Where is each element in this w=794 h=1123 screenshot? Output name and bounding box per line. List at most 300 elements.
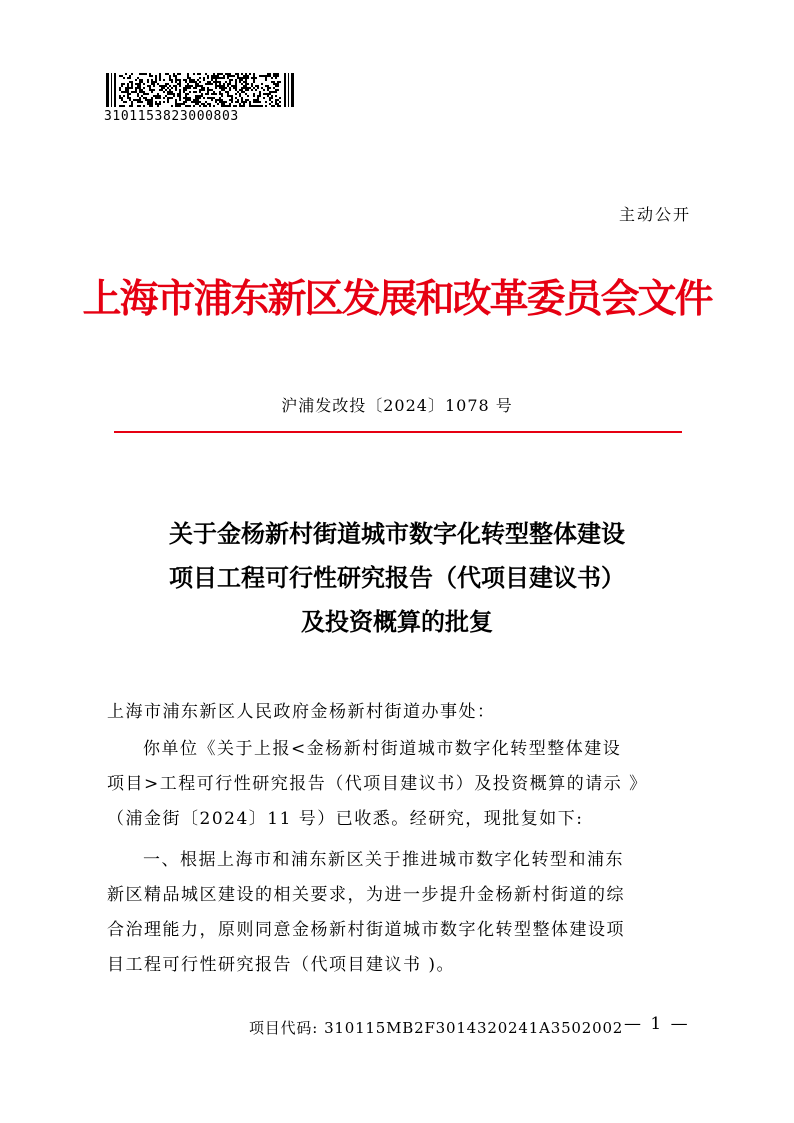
barcode-bar	[291, 73, 294, 107]
barcode-cell	[257, 99, 259, 101]
barcode-cell	[187, 93, 189, 95]
barcode-cell	[243, 105, 245, 107]
barcode-cell	[157, 103, 159, 105]
barcode-cell	[129, 75, 131, 77]
barcode-cell	[193, 91, 195, 93]
barcode-cell	[213, 81, 215, 83]
barcode-cell	[271, 101, 273, 103]
barcode-cell	[139, 99, 141, 101]
barcode-cell	[121, 99, 123, 101]
barcode-cell	[183, 97, 185, 99]
barcode-cell	[245, 83, 247, 85]
barcode-cell	[245, 77, 247, 79]
red-divider-line	[114, 431, 682, 433]
barcode-bar	[284, 73, 286, 107]
barcode-cell	[277, 85, 279, 87]
barcode-cell	[241, 79, 243, 81]
barcode-cell	[179, 105, 181, 107]
barcode-cell	[151, 89, 153, 91]
barcode	[106, 73, 296, 107]
barcode-cell	[243, 101, 245, 103]
barcode-cell	[243, 91, 245, 93]
barcode-cell	[167, 93, 169, 95]
barcode-cell	[155, 101, 157, 103]
barcode-cell	[275, 85, 277, 87]
barcode-cell	[227, 105, 229, 107]
barcode-cell	[269, 93, 271, 95]
barcode-cell	[245, 87, 247, 89]
barcode-cell	[219, 83, 221, 85]
barcode-cell	[213, 93, 215, 95]
barcode-cell	[145, 93, 147, 95]
barcode-cell	[277, 89, 279, 91]
barcode-cell	[121, 97, 123, 99]
barcode-cell	[189, 91, 191, 93]
barcode-cell	[207, 83, 209, 85]
barcode-cell	[235, 85, 237, 87]
barcode-cell	[253, 93, 255, 95]
barcode-cell	[137, 101, 139, 103]
barcode-cell	[241, 105, 243, 107]
paragraph-line: 新区精品城区建设的相关要求，为进一步提升金杨新村街道的综	[107, 885, 625, 905]
barcode-cell	[157, 95, 159, 97]
barcode-cell	[137, 87, 139, 89]
barcode-cell	[201, 93, 203, 95]
barcode-cell	[187, 97, 189, 99]
barcode-cell	[217, 81, 219, 83]
barcode-cell	[225, 81, 227, 83]
barcode-cell	[131, 83, 133, 85]
barcode-cell	[237, 91, 239, 93]
barcode-cell	[183, 101, 185, 103]
barcode-cell	[163, 85, 165, 87]
barcode-cell	[135, 99, 137, 101]
barcode-cell	[239, 79, 241, 81]
barcode-cell	[201, 85, 203, 87]
barcode-cell	[119, 89, 121, 91]
barcode-cell	[197, 85, 199, 87]
barcode-cell	[139, 97, 141, 99]
barcode-cell	[203, 79, 205, 81]
barcode-cell	[129, 93, 131, 95]
barcode-cell	[151, 99, 153, 101]
barcode-cell	[131, 91, 133, 93]
barcode-cell	[177, 95, 179, 97]
barcode-cell	[279, 97, 281, 99]
barcode-cell	[179, 81, 181, 83]
barcode-cell	[239, 103, 241, 105]
barcode-cell	[149, 75, 151, 77]
barcode-cell	[207, 77, 209, 79]
title-line: 关于金杨新村街道城市数字化转型整体建设	[169, 519, 625, 548]
barcode-cell	[221, 103, 223, 105]
barcode-cell	[227, 91, 229, 93]
barcode-cell	[139, 101, 141, 103]
barcode-cell	[149, 73, 151, 75]
issuer-header: 上海市浦东新区发展和改革委员会文件	[82, 276, 712, 322]
barcode-cell	[207, 89, 209, 91]
barcode-cell	[269, 73, 271, 75]
barcode-bar	[114, 73, 116, 107]
barcode-cell	[241, 91, 243, 93]
barcode-cell	[185, 81, 187, 83]
barcode-cell	[199, 77, 201, 79]
barcode-cell	[211, 99, 213, 101]
barcode-cell	[179, 91, 181, 93]
barcode-cell	[175, 99, 177, 101]
barcode-cell	[223, 103, 225, 105]
barcode-cell	[225, 101, 227, 103]
barcode-cell	[251, 89, 253, 91]
barcode-cell	[233, 87, 235, 89]
barcode-cell	[163, 97, 165, 99]
barcode-cell	[121, 105, 123, 107]
barcode-cell	[265, 93, 267, 95]
barcode-cell	[173, 85, 175, 87]
barcode-cell	[137, 95, 139, 97]
barcode-cell	[275, 91, 277, 93]
barcode-cell	[143, 93, 145, 95]
barcode-cell	[195, 83, 197, 85]
barcode-cell	[253, 99, 255, 101]
barcode-cell	[125, 101, 127, 103]
barcode-cell	[149, 89, 151, 91]
barcode-cell	[235, 79, 237, 81]
barcode-cell	[183, 87, 185, 89]
barcode-cell	[175, 87, 177, 89]
barcode-cell	[153, 85, 155, 87]
barcode-cell	[279, 81, 281, 83]
barcode-cell	[169, 97, 171, 99]
barcode-cell	[227, 83, 229, 85]
barcode-cell	[277, 105, 279, 107]
barcode-cell	[247, 75, 249, 77]
barcode-cell	[127, 91, 129, 93]
barcode-cell	[241, 101, 243, 103]
barcode-cell	[149, 101, 151, 103]
barcode-cell	[249, 105, 251, 107]
barcode-cell	[201, 87, 203, 89]
barcode-cell	[197, 79, 199, 81]
barcode-cell	[139, 83, 141, 85]
barcode-cell	[127, 85, 129, 87]
barcode-cell	[253, 105, 255, 107]
barcode-cell	[215, 99, 217, 101]
barcode-cell	[185, 85, 187, 87]
document-title	[80, 512, 714, 644]
barcode-cell	[255, 85, 257, 87]
barcode-cell	[269, 103, 271, 105]
barcode-cell	[159, 75, 161, 77]
barcode-cell	[241, 99, 243, 101]
barcode-cell	[209, 97, 211, 99]
barcode-cell	[275, 89, 277, 91]
barcode-cell	[239, 81, 241, 83]
barcode-cell	[187, 75, 189, 77]
barcode-cell	[139, 87, 141, 89]
barcode-cell	[125, 87, 127, 89]
barcode-cell	[231, 75, 233, 77]
barcode-cell	[151, 97, 153, 99]
paragraph-line: 项目>工程可行性研究报告（代项目建议书）及投资概算的请示 》	[107, 774, 648, 794]
barcode-cell	[199, 89, 201, 91]
barcode-cell	[165, 89, 167, 91]
barcode-cell	[235, 93, 237, 95]
barcode-cell	[249, 87, 251, 89]
barcode-cell	[217, 99, 219, 101]
barcode-cell	[127, 89, 129, 91]
barcode-cell	[267, 75, 269, 77]
barcode-cell	[271, 97, 273, 99]
barcode-cell	[245, 85, 247, 87]
barcode-cell	[217, 77, 219, 79]
barcode-cell	[175, 103, 177, 105]
barcode-cell	[229, 105, 231, 107]
barcode-cell	[169, 79, 171, 81]
barcode-cell	[161, 87, 163, 89]
barcode-cell	[121, 85, 123, 87]
barcode-cell	[275, 103, 277, 105]
barcode-cell	[221, 89, 223, 91]
barcode-cell	[169, 89, 171, 91]
barcode-cell	[261, 105, 263, 107]
barcode-cell	[223, 85, 225, 87]
barcode-cell	[137, 83, 139, 85]
barcode-cell	[135, 89, 137, 91]
barcode-cell	[183, 91, 185, 93]
barcode-cell	[195, 87, 197, 89]
barcode-cell	[147, 93, 149, 95]
barcode-cell	[157, 97, 159, 99]
barcode-cell	[267, 93, 269, 95]
barcode-cell	[161, 89, 163, 91]
barcode-cell	[215, 83, 217, 85]
barcode-cell	[229, 81, 231, 83]
barcode-cell	[239, 77, 241, 79]
barcode-cell	[219, 99, 221, 101]
barcode-cell	[197, 95, 199, 97]
barcode-cell	[185, 89, 187, 91]
barcode-cell	[119, 75, 121, 77]
barcode-cell	[159, 73, 161, 75]
barcode-cell	[277, 103, 279, 105]
barcode-cell	[225, 87, 227, 89]
barcode-cell	[199, 101, 201, 103]
barcode-cell	[177, 79, 179, 81]
barcode-cell	[245, 75, 247, 77]
barcode-cell	[219, 87, 221, 89]
barcode-cell	[177, 73, 179, 75]
barcode-cell	[239, 93, 241, 95]
barcode-cell	[211, 83, 213, 85]
barcode-cell	[269, 91, 271, 93]
barcode-cell	[275, 73, 277, 75]
barcode-cell	[189, 79, 191, 81]
barcode-cell	[219, 91, 221, 93]
barcode-cell	[195, 97, 197, 99]
barcode-cell	[211, 75, 213, 77]
barcode-cell	[227, 93, 229, 95]
barcode-cell	[229, 87, 231, 89]
disclosure-label: 主动公开	[618, 205, 691, 224]
barcode-cell	[231, 85, 233, 87]
barcode-cell	[235, 81, 237, 83]
barcode-cell	[129, 99, 131, 101]
barcode-cell	[205, 93, 207, 95]
barcode-cell	[147, 101, 149, 103]
barcode-cell	[203, 97, 205, 99]
barcode-cell	[259, 91, 261, 93]
barcode-cell	[145, 73, 147, 75]
barcode-cell	[127, 93, 129, 95]
barcode-cell	[179, 89, 181, 91]
barcode-cell	[243, 81, 245, 83]
barcode-cell	[193, 87, 195, 89]
barcode-cell	[221, 93, 223, 95]
barcode-cell	[167, 87, 169, 89]
barcode-cell	[145, 99, 147, 101]
barcode-cell	[183, 79, 185, 81]
barcode-cell	[137, 105, 139, 107]
barcode-cell	[159, 77, 161, 79]
barcode-cell	[177, 93, 179, 95]
barcode-cell	[179, 93, 181, 95]
barcode-cell	[227, 77, 229, 79]
barcode-cell	[175, 77, 177, 79]
salutation: 上海市浦东新区人民政府金杨新村街道办事处：	[107, 702, 496, 722]
barcode-cell	[237, 73, 239, 75]
barcode-cell	[147, 79, 149, 81]
barcode-cell	[247, 89, 249, 91]
barcode-cell	[123, 83, 125, 85]
barcode-cell	[253, 77, 255, 79]
barcode-cell	[159, 97, 161, 99]
paragraph-line: 合治理能力，原则同意金杨新村街道城市数字化转型整体建设项	[107, 920, 625, 940]
barcode-cell	[277, 75, 279, 77]
barcode-cell	[239, 105, 241, 107]
barcode-cell	[177, 105, 179, 107]
barcode-cell	[275, 77, 277, 79]
barcode-cell	[195, 99, 197, 101]
barcode-cell	[233, 105, 235, 107]
barcode-cell	[263, 89, 265, 91]
barcode-cell	[223, 89, 225, 91]
barcode-cell	[165, 85, 167, 87]
barcode-cell	[249, 101, 251, 103]
barcode-cell	[221, 99, 223, 101]
barcode-cell	[209, 81, 211, 83]
barcode-cell	[185, 99, 187, 101]
barcode-cell	[245, 99, 247, 101]
barcode-cell	[161, 85, 163, 87]
barcode-cell	[273, 75, 275, 77]
barcode-cell	[219, 77, 221, 79]
barcode-cell	[187, 105, 189, 107]
barcode-cell	[131, 103, 133, 105]
barcode-cell	[257, 95, 259, 97]
barcode-cell	[269, 99, 271, 101]
barcode-cell	[209, 83, 211, 85]
barcode-cell	[241, 97, 243, 99]
barcode-cell	[229, 95, 231, 97]
barcode-cell	[187, 99, 189, 101]
barcode-cell	[235, 73, 237, 75]
barcode-cell	[121, 91, 123, 93]
barcode-cell	[213, 97, 215, 99]
barcode-cell	[149, 105, 151, 107]
barcode-cell	[229, 75, 231, 77]
barcode-cell	[241, 73, 243, 75]
barcode-cell	[237, 101, 239, 103]
barcode-cell	[143, 73, 145, 75]
barcode-cell	[207, 87, 209, 89]
barcode-cell	[123, 101, 125, 103]
barcode-cell	[227, 73, 229, 75]
barcode-cell	[209, 105, 211, 107]
barcode-cell	[159, 89, 161, 91]
barcode-cell	[169, 77, 171, 79]
barcode-cell	[159, 79, 161, 81]
barcode-cell	[249, 73, 251, 75]
barcode-cell	[191, 85, 193, 87]
barcode-cell	[151, 101, 153, 103]
barcode-cell	[269, 75, 271, 77]
barcode-cell	[197, 73, 199, 75]
barcode-cell	[151, 103, 153, 105]
barcode-cell	[253, 79, 255, 81]
barcode-cell	[231, 101, 233, 103]
barcode-cell	[243, 85, 245, 87]
barcode-cell	[221, 73, 223, 75]
paragraph-line: （浦金街〔2024〕11 号）已收悉。经研究，现批复如下:	[107, 809, 584, 829]
barcode-cell	[221, 105, 223, 107]
barcode-cell	[231, 95, 233, 97]
barcode-cell	[215, 87, 217, 89]
barcode-cell	[175, 75, 177, 77]
barcode-cell	[155, 75, 157, 77]
barcode-cell	[207, 75, 209, 77]
barcode-cell	[215, 81, 217, 83]
barcode-cell	[147, 99, 149, 101]
barcode-cell	[123, 105, 125, 107]
barcode-cell	[221, 95, 223, 97]
barcode-cell	[157, 93, 159, 95]
barcode-cell	[189, 77, 191, 79]
barcode-cell	[177, 83, 179, 85]
barcode-cell	[131, 101, 133, 103]
barcode-cell	[223, 101, 225, 103]
barcode-cell	[271, 95, 273, 97]
title-line: 项目工程可行性研究报告（代项目建议书）	[169, 563, 625, 592]
barcode-bar	[106, 73, 109, 107]
barcode-cell	[169, 93, 171, 95]
barcode-cell	[215, 85, 217, 87]
barcode-cell	[259, 93, 261, 95]
barcode-cell	[181, 103, 183, 105]
barcode-cell	[143, 91, 145, 93]
barcode-cell	[165, 83, 167, 85]
barcode-cell	[253, 81, 255, 83]
barcode-cell	[183, 89, 185, 91]
barcode-cell	[151, 81, 153, 83]
barcode-cell	[211, 89, 213, 91]
barcode-cell	[135, 87, 137, 89]
barcode-cell	[219, 101, 221, 103]
barcode-cell	[125, 91, 127, 93]
barcode-cell	[187, 73, 189, 75]
barcode-cell	[245, 89, 247, 91]
barcode-cell	[215, 93, 217, 95]
